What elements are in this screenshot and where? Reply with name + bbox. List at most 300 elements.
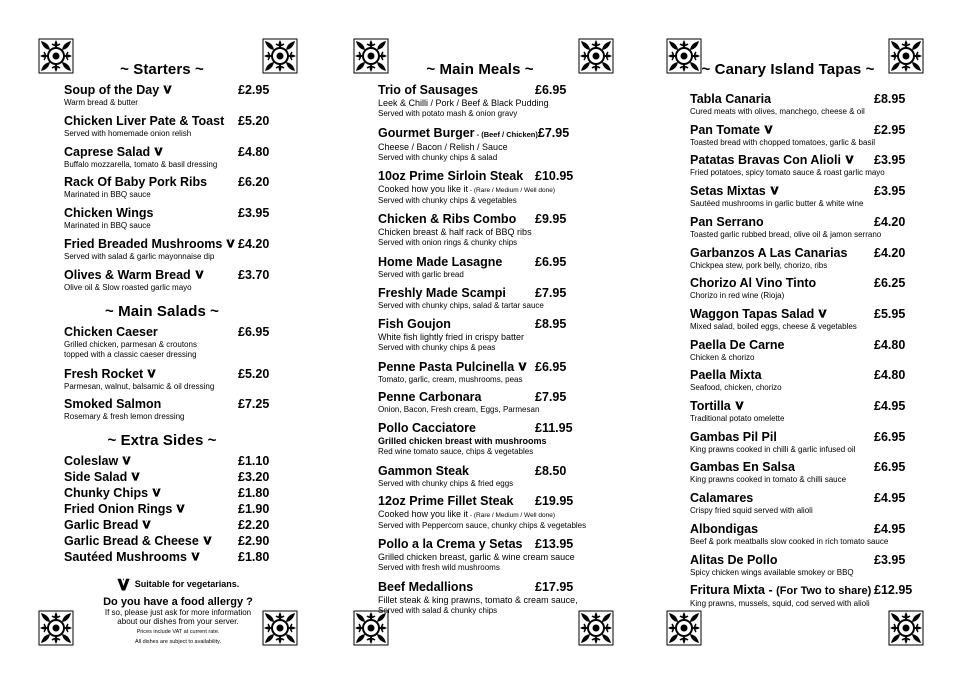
menu-item-row [378,421,585,436]
item-description-text: Sautéed mushrooms in garlic butter & white wine [690,199,864,209]
item-name-text: Gambas En Salsa [690,460,795,475]
item-price: £4.95 [874,399,906,413]
veg-v-icon [142,520,151,529]
item-name-text: Gourmet Burger [378,126,475,140]
item-name [64,397,161,412]
item-price: £1.80 [238,550,270,564]
item-name [690,92,771,107]
menu-item-row [64,502,288,517]
menu-item [690,307,924,332]
menu-item-row [378,360,585,375]
menu-item-row [64,325,288,340]
allergy-line-1: If so, please just ask for more information [104,608,252,617]
item-name-text: Setas Mixtas [690,184,766,199]
item-description [378,509,585,521]
menu-item [64,518,288,533]
item-description-line-2: Served with Peppercorn sauce, chunky chips & vegetables [378,521,587,530]
panel-main-meals [338,0,622,683]
veg-v-icon [176,504,185,513]
menu-item [378,126,585,163]
menu-item [64,502,288,517]
item-description-text: Leek & Chilli / Pork / Beef & Black Pudding [378,98,549,108]
item-price: £6.95 [874,460,906,475]
item-name [378,537,523,552]
item-price: £6.95 [535,83,567,97]
item-name-text: Paella De Carne [690,337,785,352]
veg-v-icon [131,472,140,481]
menu-item [378,212,585,248]
menu-item-row [378,212,585,227]
menu-item-row [378,494,585,509]
item-name [64,518,151,533]
menu-item-row [378,255,585,270]
item-name-text: Fresh Rocket [64,367,144,381]
menu-item [64,325,288,359]
item-description-text: Fried potatoes, spicy tomato sauce & roast garlic mayo [690,168,885,178]
veg-v-icon [117,578,130,591]
panel-starters-salads-sides [18,0,306,683]
item-name-text: Gammon Steak [378,464,470,478]
item-description-text: Cheese / Bacon / Relish / Sauce [378,142,508,152]
item-description [690,568,924,578]
menu-item-row [64,454,288,469]
item-description [690,138,924,148]
item-name-text: Gambas Pil Pil [690,429,777,444]
item-description-text: Grilled chicken breast with mushrooms [378,436,547,446]
menu-item-row [690,276,924,291]
item-name [378,126,538,142]
item-name-text: Alitas De Pollo [690,552,778,567]
item-description [64,160,288,170]
item-name [690,491,753,506]
item-description-line-2: Red wine tomato sauce, chips & vegetables [378,447,534,456]
item-description [64,412,288,422]
item-description-text: Cured meats with olives, manchego, cheese & oil [690,107,865,116]
menu-item-row [64,550,288,565]
item-description [378,375,585,385]
item-name-text: Albondigas [690,521,759,536]
item-description [378,184,585,196]
item-description [64,252,288,262]
item-price: £4.20 [874,245,906,260]
menu-item-row [378,537,585,552]
menu-item-row [378,464,585,479]
item-price: £3.95 [874,184,906,199]
menu-item [378,286,585,311]
item-name [378,360,527,375]
item-price: £3.20 [238,470,270,484]
menu-item [690,246,924,271]
menu-item [378,421,585,457]
item-price: £4.80 [874,337,906,352]
item-description-text: Rosemary & fresh lemon dressing [64,412,185,421]
item-name-text: 12oz Prime Fillet Steak [378,494,514,508]
item-name-text: Penne Carbonara [378,390,482,404]
item-name [690,430,777,445]
item-description-text: Marinated in BBQ sauce [64,190,151,200]
menu-item-row [64,237,288,252]
item-description-text: White fish lightly fried in crispy batter [378,332,525,342]
item-name [690,368,762,383]
item-description [64,382,288,392]
menu-item [690,399,924,424]
item-price: £12.95 [874,583,913,598]
ornament-icon [38,610,74,646]
item-description [690,599,924,609]
item-description-text: Grilled chicken breast, garlic & wine cream sauce [378,552,575,562]
vat-line-2: All dishes are subject to availability. [134,638,222,645]
item-price: £4.95 [874,521,906,536]
menu-item [690,368,924,393]
item-name-text: Garlic Bread [64,518,139,532]
item-description [378,142,585,153]
allergy-title: Do you have a food allergy ? [103,596,253,608]
menu-item-row [64,397,288,412]
item-description [64,129,288,139]
item-name-note: - (Beef / Chicken) [474,130,538,139]
item-description [378,436,585,447]
menu-item-row [690,184,924,199]
menu-item-row [690,491,924,506]
item-price: £6.20 [238,175,270,190]
veg-v-icon [163,85,172,94]
item-description-text: Served with chunky chips & fried eggs [378,479,514,488]
item-description-text: Parmesan, walnut, balsamic & oil dressing [64,382,215,391]
menu-item-row [690,307,924,322]
menu-item [64,470,288,485]
menu-item [378,537,585,573]
item-price: £11.95 [535,421,573,435]
item-price: £5.95 [874,306,906,321]
item-name [378,255,502,270]
menu-item-row [64,114,288,129]
item-description [690,107,924,117]
item-name [64,325,158,340]
menu-item [64,397,288,422]
item-description-text: Chickpea stew, pork belly, chorizo, ribs [690,260,828,270]
item-price: £2.95 [874,122,906,137]
menu-item [378,360,585,385]
veg-v-icon [518,362,527,371]
item-name-text: Tabla Canaria [690,92,772,106]
item-name-text: Beef Medallions [378,580,474,594]
veg-v-icon [122,456,131,465]
item-price: £4.20 [874,214,906,229]
item-description [690,322,924,332]
item-description [378,552,585,563]
item-name-text: Fritura Mixta - [690,583,777,598]
item-description [690,506,924,516]
menu-item-row [378,317,585,332]
item-name [378,212,516,227]
menu-item-row [378,286,585,301]
item-description-line-2: topped with a classic caeser dressing [64,349,197,359]
item-name-text: Coleslaw [64,454,119,468]
menu-item-row [690,92,924,107]
item-price: £3.70 [238,267,270,282]
item-name-text: Chorizo Al Vino Tinto [690,276,817,291]
menu-item-row [690,399,924,414]
menu-item-row [378,169,585,184]
item-description [690,291,924,301]
item-price: £4.80 [238,144,270,159]
item-description-note: - (Rare / Medium / Well done) [468,512,555,519]
menu-item-row [64,534,288,549]
vat-line-1: Prices include VAT at current rate. [136,629,220,635]
menu-item [690,522,924,547]
item-name [64,83,172,98]
item-name-text: Chicken & Ribs Combo [378,212,517,226]
footer-notes [78,578,278,645]
item-name-text: Chicken Liver Pate & Toast [64,113,225,128]
item-description-text: Fillet steak & king prawns, tomato & cream sauce, [378,595,578,605]
menu-item [64,550,288,565]
item-description-text: Tomato, garlic, cream, mushrooms, peas [378,375,523,384]
item-name-text: Home Made Lasagne [378,255,503,269]
item-description-text: Chicken breast & half rack of BBQ ribs [378,227,532,237]
section-heading-main-salads: ~ Main Salads ~ [104,303,220,320]
item-description [64,283,288,293]
menu-item [64,206,288,231]
item-description-text: Crispy fried squid served with alioli [690,506,813,516]
item-name [690,583,871,599]
item-price: £7.25 [238,397,270,411]
menu-item [378,83,585,119]
item-name [690,184,779,199]
item-name-text: Garlic Bread & Cheese [64,534,199,548]
item-name-text: Calamares [690,491,754,506]
item-price: £3.95 [874,153,906,168]
item-description-line-2: Served with potato mash & onion gravy [378,109,518,118]
item-name [64,145,163,160]
item-price: £8.95 [874,92,906,106]
item-description [690,353,924,363]
item-name [64,237,235,252]
menu-item [378,494,585,531]
menu-item-row [378,83,585,98]
item-price: £9.95 [535,212,567,226]
allergy-line-2: about our dishes from your server. [117,617,239,626]
menu-item [690,430,924,455]
item-description-text: Marinated in BBQ sauce [64,221,151,231]
menu-item [690,215,924,240]
menu-item-row [378,390,585,405]
menu-item-row [64,145,288,160]
item-name [64,502,185,517]
menu-item [378,317,585,353]
item-name-text: Pollo a la Crema y Setas [378,537,523,551]
item-name [64,470,140,485]
item-name-text: Pan Tomate [690,122,760,137]
item-name-text: 10oz Prime Sirloin Steak [378,169,524,183]
item-description [378,301,585,311]
item-price: £4.80 [874,368,906,383]
item-price: £7.95 [535,286,567,300]
item-description-text: King prawns, mussels, squid, cod served with alioli [690,599,870,609]
menu-item-row [690,246,924,261]
item-name [690,153,854,168]
item-name [64,486,161,501]
item-name [690,553,778,568]
item-price: £1.90 [238,502,270,516]
menu-item [64,534,288,549]
veg-v-icon [226,239,235,248]
item-description [64,340,288,350]
item-description-text: Seafood, chicken, chorizo [690,383,782,393]
menu-item-row [690,215,924,230]
menu-item-row [690,460,924,475]
item-name [378,317,451,332]
menu-item-row [690,583,924,599]
item-price: £2.95 [238,83,270,97]
item-description-note: - (Rare / Medium / Well done) [468,187,555,194]
section-heading-starters: ~ Starters ~ [120,61,204,78]
item-price: £6.95 [535,255,567,269]
item-description-text: Chicken & chorizo [690,352,755,362]
menu-item-row [64,175,288,190]
menu-item [690,276,924,301]
item-price: £3.95 [874,552,906,567]
menu-item [378,464,585,489]
veg-v-icon [818,309,827,318]
menu-item [64,268,288,293]
item-description [690,445,924,455]
item-description-text: Cooked how you like it [378,184,469,194]
item-name [64,175,207,190]
ornament-icon [888,610,924,646]
item-name-text: Tortilla [690,399,731,413]
item-name [64,114,224,129]
item-description [690,383,924,393]
item-price: £6.95 [535,360,567,374]
item-price: £8.95 [535,317,567,331]
item-name-text: Freshly Made Scampi [378,286,506,300]
menu-item [64,367,288,392]
item-name-text: Chicken Wings [64,206,154,221]
item-price: £6.95 [238,325,270,339]
item-price: £17.95 [535,580,574,594]
menu-item-row [690,338,924,353]
item-description-line-2: Served with chunky chips & vegetables [378,196,517,205]
item-description-text: Grilled chicken, parmesan & croutons [64,340,197,349]
menu-item-row [690,430,924,445]
item-description [378,98,585,109]
item-description [690,199,924,209]
item-description-text: Served with chunky chips, salad & tartar sauce [378,301,544,310]
item-description-text: Mixed salad, boiled eggs, cheese & vegetables [690,321,857,331]
veg-note: Suitable for vegetarians. [78,578,278,591]
item-name [378,83,478,98]
menu-item [690,553,924,578]
item-description [64,98,288,108]
item-name-text: Garbanzos A Las Canarias [690,245,848,260]
item-price: £8.50 [535,464,567,478]
menu-item [690,460,924,485]
item-price: £6.95 [874,429,906,444]
item-description-text: Olive oil & Slow roasted garlic mayo [64,282,192,292]
item-name-text: Side Salad [64,470,128,484]
item-price: £7.95 [537,126,570,140]
item-name [378,421,476,436]
item-price: £3.95 [238,206,270,221]
menu-item [378,390,585,415]
item-price: £5.20 [238,367,270,381]
item-name-text: Smoked Salmon [64,397,162,411]
item-price: £4.95 [874,491,906,506]
item-name [690,215,764,230]
item-price: £1.80 [238,486,270,500]
item-description-line-2: Served with onion rings & chunky chips [378,238,518,247]
item-name-text: Fried Breaded Mushrooms [64,237,223,251]
item-description-text: Served with homemade onion relish [64,128,192,138]
item-description [690,230,924,240]
item-description [690,537,924,547]
item-description-text: King prawns cooked in tomato & chilli sauce [690,475,847,485]
item-description-text: Beef & pork meatballs slow cooked in rich tomato sauce [690,536,889,546]
item-name-text: Olives & Warm Bread [64,267,191,282]
item-name-text: Soup of the Day [64,83,160,97]
menu-item-row [64,206,288,221]
item-description-line-2: Served with salad & chunky chips [378,606,498,615]
item-description-text: Buffalo mozzarella, tomato & basil dressing [64,159,218,169]
menu-item-row [690,153,924,168]
veg-v-icon [195,270,204,279]
item-name [690,276,816,291]
item-name [690,123,773,138]
item-description [378,479,585,489]
item-price: £2.90 [238,534,270,548]
menu-item-row [64,367,288,382]
veg-v-icon [764,125,773,134]
menu-item [690,123,924,148]
item-name-text: Chunky Chips [64,486,149,500]
item-description [378,595,585,606]
item-name [64,206,153,221]
item-name [690,246,847,261]
item-description-text: Spicy chicken wings available smokey or BBQ [690,567,854,577]
item-price: £7.95 [535,390,567,404]
menu-item [690,491,924,516]
menu-item [378,169,585,206]
panel-tapas [652,0,924,683]
section-heading-main-meals: ~ Main Meals ~ [426,61,534,78]
item-price: £10.95 [535,169,574,183]
item-price: £4.20 [238,237,270,251]
item-name-text: Pan Serrano [690,214,764,229]
veg-v-icon [203,536,212,545]
item-description [690,475,924,485]
menu-item [64,83,288,108]
menu-item-row [690,522,924,537]
item-description-text: Toasted garlic rubbed bread, olive oil & jamon serrano [690,229,882,239]
menu-item-row [690,368,924,383]
veg-v-icon [770,186,779,195]
item-name [690,338,785,353]
menu-item [690,153,924,178]
menu-item [64,486,288,501]
item-name-text: Trio of Sausages [378,83,479,97]
item-description [64,221,288,231]
menu-item [690,338,924,363]
item-name-text: Patatas Bravas Con Alioli [690,153,841,168]
item-price: £13.95 [535,537,574,551]
item-description [690,414,924,424]
item-name-note: (For Two to share) [776,585,872,598]
item-description-line-2: Served with fresh wild mushrooms [378,563,500,572]
item-description-text: Served with salad & garlic mayonnaise dip [64,252,215,261]
item-name [64,534,212,549]
menu-item-row [64,83,288,98]
